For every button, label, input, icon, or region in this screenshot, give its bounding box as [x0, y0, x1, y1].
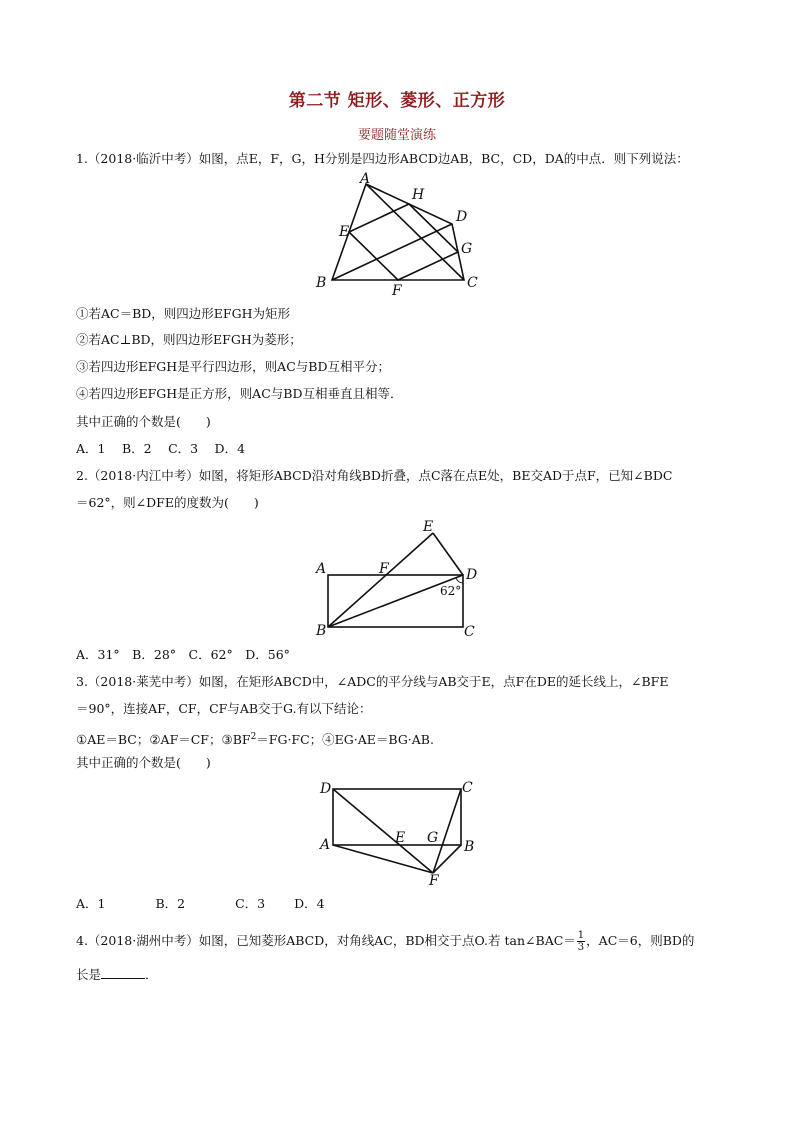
q3-segment-df: [333, 789, 433, 873]
q2-stem-line2: ＝62°，则∠DFE的度数为( ): [76, 495, 259, 510]
q2-label-c: C: [464, 624, 475, 640]
q3-conclusions: ①AE＝BC；②AF＝CF；$③BF^2=FG\cdot FC$；④EG·AE＝BG·AB.: [76, 732, 434, 748]
q3-stem-line2: ＝90°，连接AF，CF，CF与AB交于G.有以下结论：: [76, 701, 372, 716]
q1-label-d: D: [456, 209, 468, 225]
q2-label-e: E: [423, 519, 434, 535]
q1-label-c: C: [467, 275, 478, 291]
q2-options: A．31° B．28° C．62° D．56°: [76, 647, 290, 662]
q3-label-a: A: [320, 837, 331, 853]
q3-ask: 其中正确的个数是( ): [76, 755, 211, 770]
q4-fraction: $\frac{1}{3}$: [577, 930, 585, 953]
q1-parallelogram-efgh: [349, 204, 458, 280]
q2-segment-be: [328, 533, 433, 627]
q2-label-a: A: [316, 561, 327, 577]
q3-options: A．1 B．2 C．3 D．4: [76, 896, 325, 911]
q1-statement-2: ②若AC⊥BD，则四边形EFGH为菱形；: [76, 332, 302, 347]
q3-segment-af: [333, 845, 433, 873]
q1-label-g: G: [461, 241, 473, 257]
q2-label-b: B: [316, 623, 327, 639]
q2-label-d: D: [466, 567, 478, 583]
q1-statement-4: ④若四边形EFGH是正方形，则AC与BD互相垂直且相等．: [76, 386, 403, 401]
q4-answer-blank[interactable]: [101, 966, 145, 979]
q2-diagonal-bd: [328, 575, 463, 627]
q1-stem: 1.（2018·临沂中考）如图，点E，F，G，H分别是四边形ABCD边AB，BC，CD，DA的中点．则下列说法：: [76, 151, 689, 166]
q2-stem-line1: 2.（2018·内江中考）如图，将矩形ABCD沿对角线BD折叠，点C落在点E处，BE交AD于点F，已知∠BDC: [76, 468, 673, 483]
q4-stem-line1: 4.（2018·湖州中考）如图，已知菱形ABCD，对角线AC，BD相交于点O.若 tan∠BAC＝ $\frac{1}{3}$ ，AC＝6，则BD的: [76, 930, 695, 953]
q1-label-a: A: [360, 171, 371, 187]
q3-stem-line1: 3.（2018·莱芜中考）如图，在矩形ABCD中，∠ADC的平分线与AB交于E，点F在DE的延长线上，∠BFE: [76, 674, 669, 689]
section-subtitle: 要题随堂演练: [357, 128, 436, 143]
q1-statement-1: ①若AC＝BD，则四边形EFGH为矩形: [76, 306, 290, 321]
q3-label-d: D: [320, 781, 332, 797]
q3-figure: [310, 775, 490, 891]
q1-label-e: E: [339, 224, 350, 240]
q1-quadrilateral-abcd: [332, 184, 464, 280]
q1-figure: [310, 170, 490, 296]
page-title: 第二节 矩形、菱形、正方形: [288, 91, 506, 111]
q3-label-c: C: [462, 780, 473, 796]
q1-options: A．1 B．2 C．3 D．4: [76, 441, 246, 456]
q2-segment-ed: [433, 533, 463, 575]
q1-label-f: F: [392, 283, 402, 296]
q3-label-e: E: [395, 830, 406, 846]
q3-label-g: G: [427, 830, 439, 846]
q4-stem-line2: 长是 ．: [76, 967, 158, 982]
q1-label-b: B: [316, 275, 327, 291]
q2-label-f: F: [379, 561, 389, 577]
q2-figure: [310, 515, 490, 641]
q2-angle-label: 62°: [440, 584, 462, 598]
q3-label-b: B: [464, 839, 475, 855]
q3-label-f: F: [429, 873, 439, 889]
q1-statement-3: ③若四边形EFGH是平行四边形，则AC与BD互相平分；: [76, 359, 390, 374]
q1-label-h: H: [412, 187, 425, 203]
q1-ask: 其中正确的个数是( ): [76, 414, 211, 429]
